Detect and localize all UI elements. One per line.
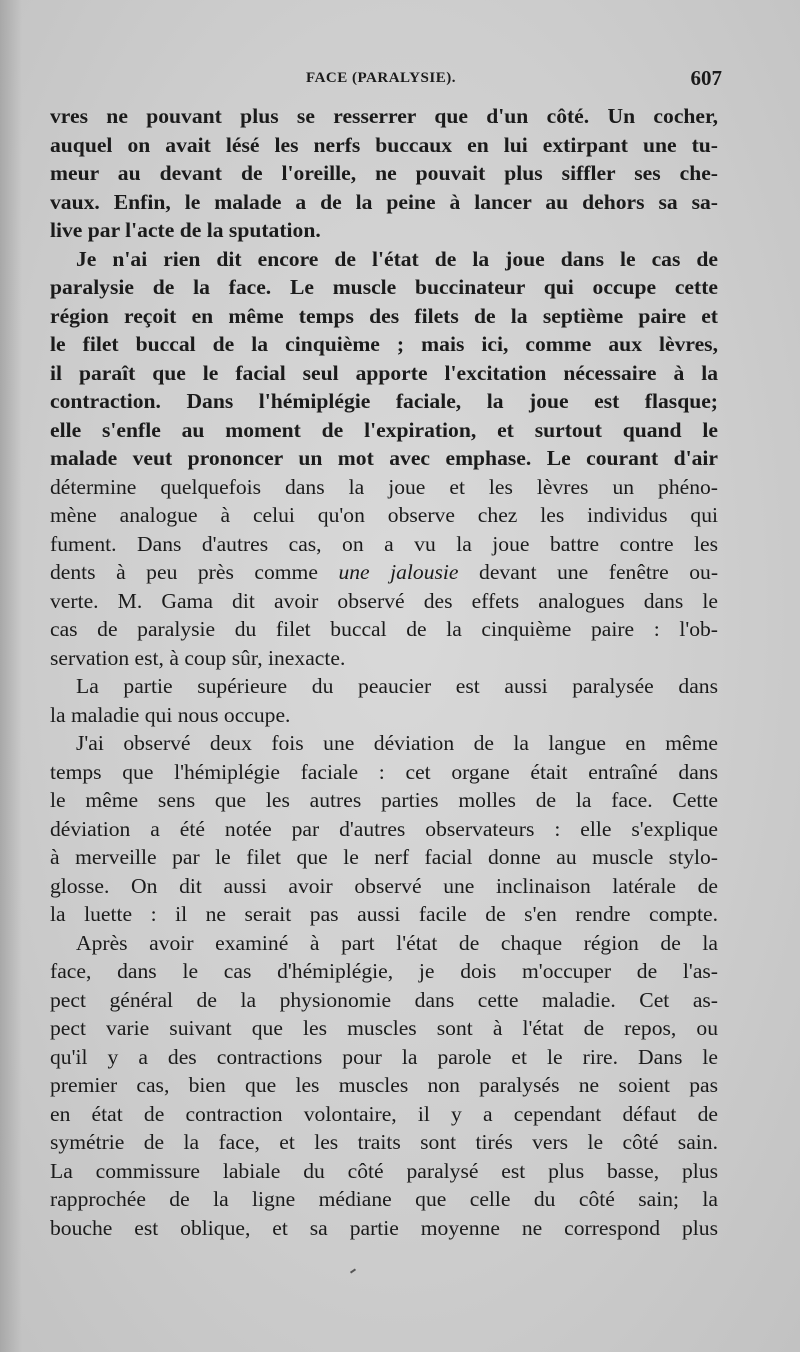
text-line: rapprochée de la ligne médiane que celle du côté sain; la [50,1187,718,1211]
text-line: verte. M. Gama dit avoir observé des effets analogues dans le [50,588,718,613]
text-line: le même sens que les autres parties molles de la face. Cette [50,788,718,812]
text-line: La partie supérieure du peaucier est aussi paralysée dans [76,674,718,698]
running-title: FACE (PARALYSIE). [306,70,456,86]
text-line: bouche est oblique, et sa partie moyenne ne correspond plus [50,1215,718,1240]
text-line: glosse. On dit aussi avoir observé une inclinaison latérale de [50,873,718,898]
text-line: contraction. Dans l'hémiplégie faciale, la joue est flasque; [50,389,718,413]
text-line: auquel on avait lésé les nerfs buccaux en lui extirpant une tu- [50,132,718,157]
text-line: la luette : il ne serait pas aussi facile de s'en rendre compte. [50,902,718,926]
text-line: meur au devant de l'oreille, ne pouvait plus siffler ses che- [50,161,718,185]
body-text [50,102,718,1242]
text-line: fument. Dans d'autres cas, on a vu la joue battre contre les [50,531,718,556]
text-line: région reçoit en même temps des filets de la septième paire et [50,303,718,328]
text-line: premier cas, bien que les muscles non paralysés ne soient pas [50,1073,718,1097]
text-line: J'ai observé deux fois une déviation de la langue en même [76,731,718,755]
text-line: Après avoir examiné à part l'état de chaque région de la [76,930,718,955]
text-line: servation est, à coup sûr, inexacte. [50,645,346,670]
text-line: le filet buccal de la cinquième ; mais ici, comme aux lèvres, [50,332,718,356]
text-line: temps que l'hémiplégie faciale : cet organe était entraîné dans [50,759,718,784]
printing-mark [350,1268,356,1273]
page-number: 607 [690,66,722,90]
text-line: qu'il y a des contractions pour la parole et le rire. Dans le [50,1044,718,1069]
text-line: il paraît que le facial seul apporte l'excitation nécessaire à la [50,360,718,385]
text-line: live par l'acte de la sputation. [50,218,321,242]
text-segment: devant une fenêtre ou- [458,560,719,584]
text-line: malade veut prononcer un mot avec emphase. Le courant d'air [50,446,718,470]
text-line: la maladie qui nous occupe. [50,702,291,727]
text-line: cas de paralysie du filet buccal de la cinquième paire : l'ob- [50,617,718,641]
text-line: symétrie de la face, et les traits sont tirés vers le côté sain. [50,1130,718,1154]
page-gutter-shadow [0,0,22,1352]
text-line [50,558,718,587]
text-line: déviation a été notée par d'autres observateurs : elle s'explique [50,816,718,841]
text-segment: dents à peu près comme [50,560,339,584]
text-line: mène analogue à celui qu'on observe chez les individus qui [50,503,718,527]
text-line: paralysie de la face. Le muscle buccinateur qui occupe cette [50,275,718,299]
text-line: vaux. Enfin, le malade a de la peine à lancer au dehors sa sa- [50,189,718,214]
text-line: détermine quelquefois dans la joue et les lèvres un phéno- [50,474,718,499]
running-head [50,66,722,100]
text-line: elle s'enfle au moment de l'expiration, et surtout quand le [50,417,718,442]
italic-phrase: une jalousie [338,560,459,584]
text-line: pect général de la physionomie dans cette maladie. Cet as- [50,987,718,1012]
text-line: face, dans le cas d'hémiplégie, je dois m'occuper de l'as- [50,959,718,983]
text-line: Je n'ai rien dit encore de l'état de la joue dans le cas de [76,246,718,271]
text-line: pect varie suivant que les muscles sont à l'état de repos, ou [50,1016,718,1040]
text-line: à merveille par le filet que le nerf facial donne au muscle stylo- [50,845,718,869]
text-line: La commissure labiale du côté paralysé est plus basse, plus [50,1158,718,1183]
text-line: en état de contraction volontaire, il y a cependant défaut de [50,1101,718,1126]
text-line: vres ne pouvant plus se resserrer que d'un côté. Un cocher, [50,104,718,128]
